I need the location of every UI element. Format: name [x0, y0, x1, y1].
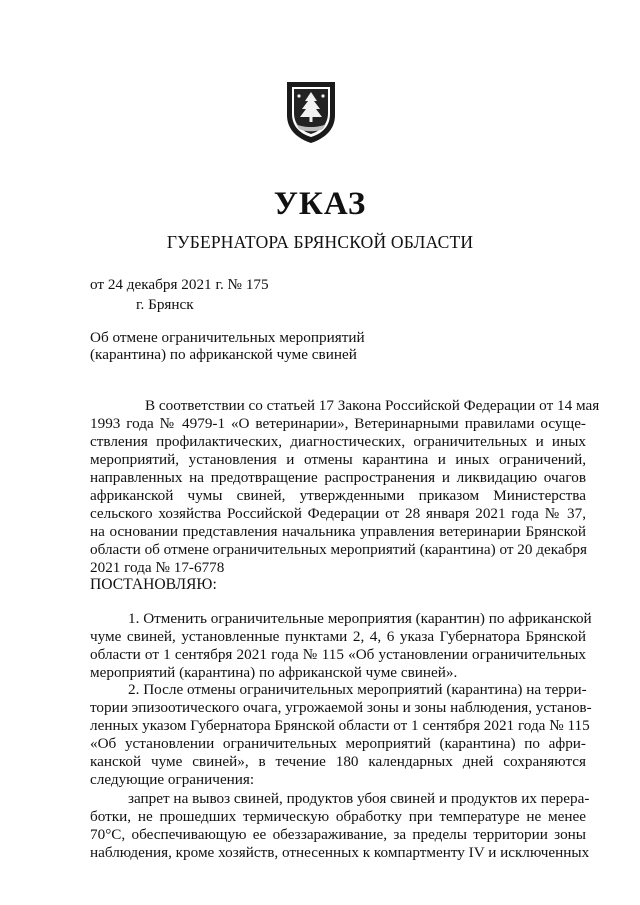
item2-line: следующие ограничения:	[90, 771, 255, 788]
preamble-line: мероприятий, установления и отмены карантина и иных ограничений,	[90, 451, 586, 468]
restriction-line: ботки, не прошедших термическую обработку при температуре не менее	[90, 808, 586, 825]
restriction-line: запрет на вывоз свиней, продуктов убоя свиней и продуктов их перера-	[128, 790, 590, 807]
subject-line: (карантина) по африканской чуме свиней	[90, 346, 357, 363]
document-subtitle: ГУБЕРНАТОРА БРЯНСКОЙ ОБЛАСТИ	[166, 232, 474, 252]
item2-line: 2. После отмены ограничительных мероприятий (карантина) на терри-	[128, 681, 587, 698]
date-number: от 24 декабря 2021 г. № 175	[90, 276, 269, 293]
preamble-line: направленных на предотвращение распространения и ликвидацию очагов	[90, 469, 586, 486]
item1-line: чуме свиней, установленные пунктами 2, 4, 6 указа Губернатора Брянской	[90, 628, 586, 645]
decree-word: ПОСТАНОВЛЯЮ:	[90, 576, 217, 593]
item1-line: мероприятий (карантина) по африканской чуме свиней».	[90, 664, 458, 681]
preamble-line: африканской чумы свиней, утвержденными приказом Министерства	[90, 487, 586, 504]
item1-line: 1. Отменить ограничительные мероприятия (карантин) по африканской	[128, 610, 592, 627]
city: г. Брянск	[136, 296, 194, 313]
preamble-line: сельского хозяйства Российской Федерации от 28 января 2021 года № 37,	[90, 505, 586, 522]
restriction-line: наблюдения, кроме хозяйств, отнесенных к компартменту IV и исключенных	[90, 844, 590, 861]
preamble-line: области об отмене ограничительных мероприятий (карантина) от 20 декабря	[90, 541, 587, 558]
item2-line: «Об установлении ограничительных мероприятий (карантина) по афри-	[90, 735, 586, 752]
item1-line: области от 1 сентября 2021 года № 115 «Об установлении ограничительных	[90, 646, 586, 663]
preamble-line: В соответствии со статьей 17 Закона Российской Федерации от 14 мая	[145, 397, 600, 414]
preamble-line: ствления профилактических, диагностических, ограничительных и иных	[90, 433, 586, 450]
preamble-line: 2021 года № 17-6778	[90, 559, 225, 576]
restriction-line: 70°С, обеспечивающую ее обеззараживание, за пределы территории зоны	[90, 826, 586, 843]
item2-line: канской чуме свиней», в течение 180 календарных дней сохраняются	[90, 753, 586, 770]
document-title: УКАЗ	[273, 186, 367, 222]
preamble-line: 1993 года № 4979-1 «О ветеринарии», Ветеринарными правилами осуще-	[90, 415, 586, 432]
coat-of-arms-icon	[283, 79, 339, 145]
preamble-line: на основании представления начальника управления ветеринарии Брянской	[90, 523, 586, 540]
subject-line: Об отмене ограничительных мероприятий	[90, 329, 365, 346]
item2-line: тории эпизоотического очага, угрожаемой зоны и зоны наблюдения, установ-	[90, 699, 592, 716]
item2-line: ленных указом Губернатора Брянской области от 1 сентября 2021 года № 115	[90, 717, 590, 734]
